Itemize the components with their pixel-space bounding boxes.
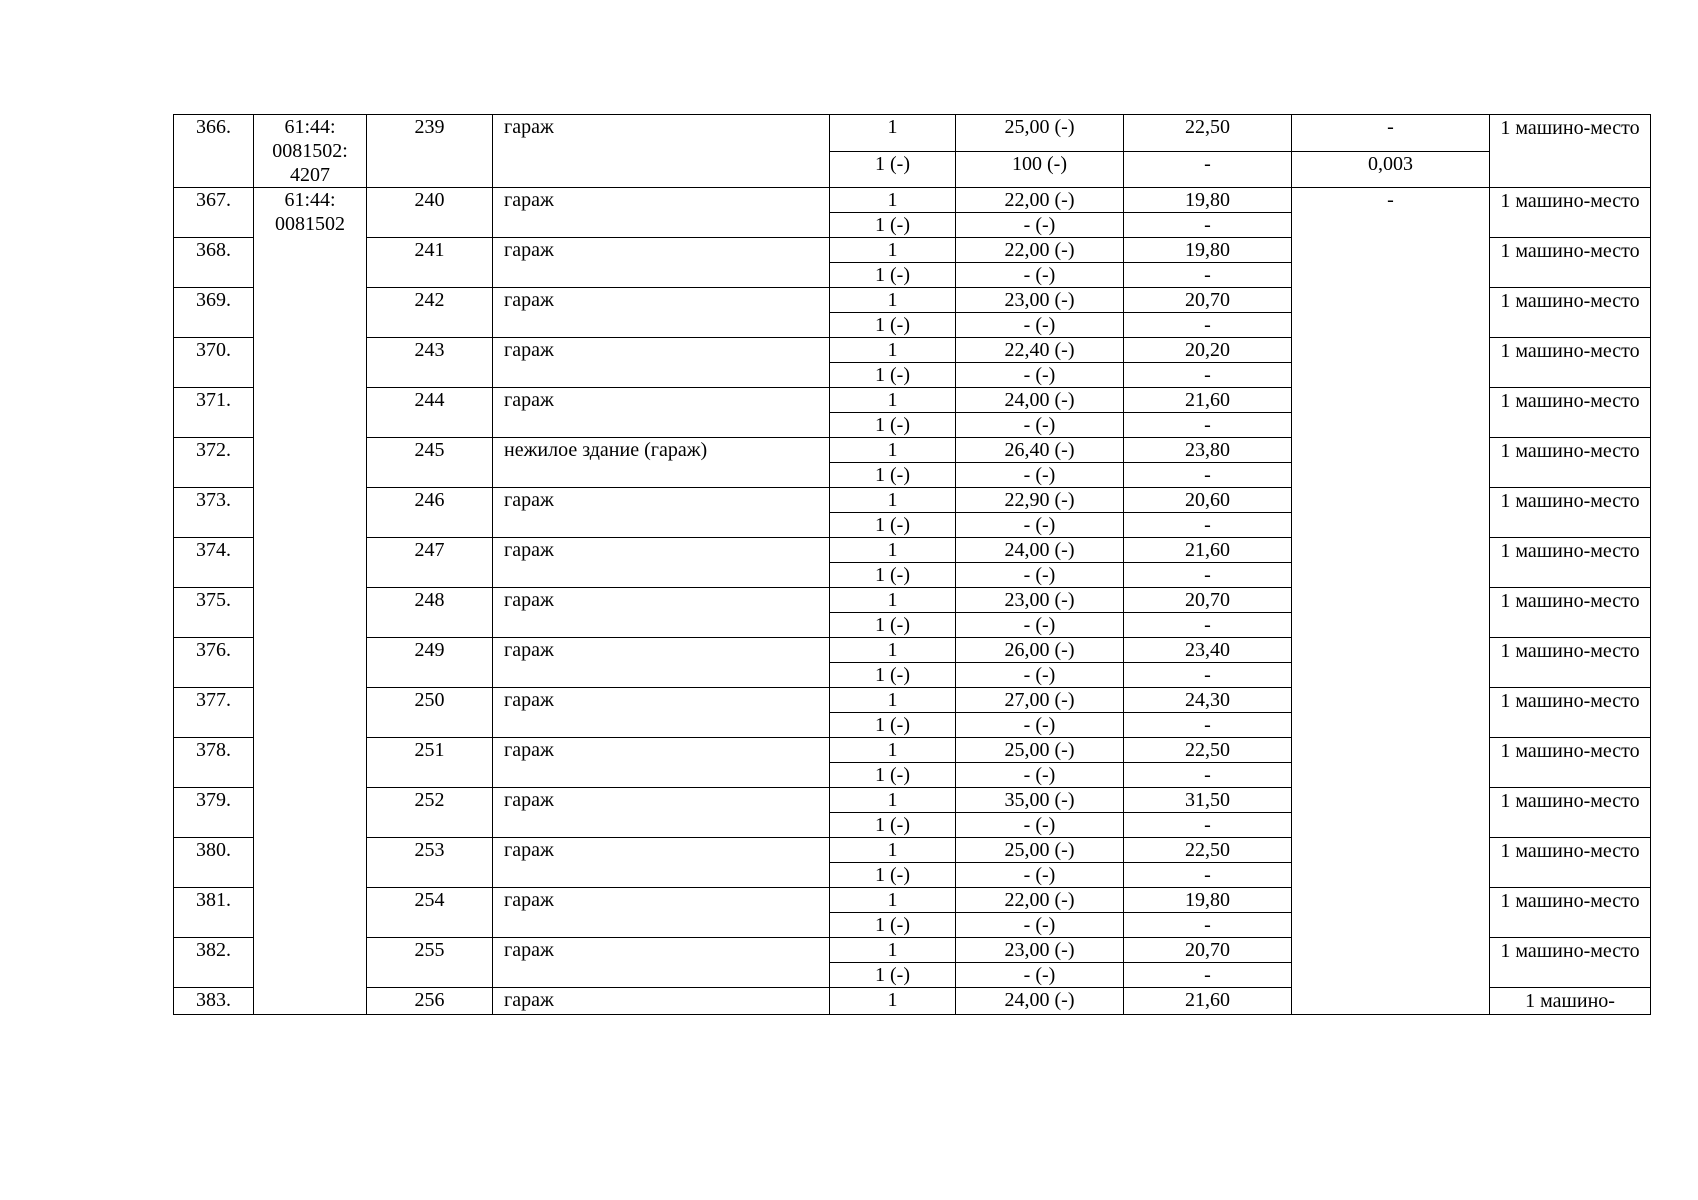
count-cell: 1 bbox=[830, 838, 956, 863]
cadastral-number: 61:44: 0081502 bbox=[254, 188, 367, 1015]
object-id: 247 bbox=[367, 538, 493, 588]
object-id: 248 bbox=[367, 588, 493, 638]
value-cell: 23,80 bbox=[1124, 438, 1292, 463]
object-id: 256 bbox=[367, 988, 493, 1015]
value-cell: 20,70 bbox=[1124, 288, 1292, 313]
count-cell: 1 bbox=[830, 638, 956, 663]
row-number: 383. bbox=[174, 988, 254, 1015]
usage-cell: 1 машино-место bbox=[1490, 538, 1651, 588]
count-cell: 1 bbox=[830, 538, 956, 563]
cadastral-number: 61:44: 0081502: 4207 bbox=[254, 115, 367, 188]
sub-count-cell: 1 (-) bbox=[830, 463, 956, 488]
sub-value-cell: - bbox=[1124, 463, 1292, 488]
sub-value-cell: - bbox=[1124, 863, 1292, 888]
count-cell: 1 bbox=[830, 888, 956, 913]
usage-cell: 1 машино-место bbox=[1490, 238, 1651, 288]
usage-cell: 1 машино-место bbox=[1490, 588, 1651, 638]
usage-cell: 1 машино-место bbox=[1490, 188, 1651, 238]
value-cell: 24,30 bbox=[1124, 688, 1292, 713]
value-cell: 20,70 bbox=[1124, 938, 1292, 963]
sub-land-cell: 0,003 bbox=[1292, 151, 1490, 188]
sub-count-cell: 1 (-) bbox=[830, 813, 956, 838]
object-id: 251 bbox=[367, 738, 493, 788]
count-cell: 1 bbox=[830, 188, 956, 213]
area-cell: 24,00 (-) bbox=[956, 538, 1124, 563]
count-cell: 1 bbox=[830, 288, 956, 313]
usage-cell: 1 машино-место bbox=[1490, 115, 1651, 188]
row-number: 368. bbox=[174, 238, 254, 288]
object-name: гараж bbox=[493, 188, 830, 238]
sub-count-cell: 1 (-) bbox=[830, 313, 956, 338]
row-number: 367. bbox=[174, 188, 254, 238]
value-cell: 22,50 bbox=[1124, 115, 1292, 152]
sub-count-cell: 1 (-) bbox=[830, 363, 956, 388]
object-id: 242 bbox=[367, 288, 493, 338]
count-cell: 1 bbox=[830, 938, 956, 963]
table-body bbox=[174, 115, 1651, 1015]
row-number: 374. bbox=[174, 538, 254, 588]
sub-area-cell: - (-) bbox=[956, 713, 1124, 738]
sub-area-cell: - (-) bbox=[956, 763, 1124, 788]
sub-value-cell: - bbox=[1124, 563, 1292, 588]
value-cell: 21,60 bbox=[1124, 388, 1292, 413]
count-cell: 1 bbox=[830, 238, 956, 263]
object-id: 253 bbox=[367, 838, 493, 888]
usage-cell: 1 машино-место bbox=[1490, 438, 1651, 488]
area-cell: 23,00 (-) bbox=[956, 288, 1124, 313]
sub-count-cell: 1 (-) bbox=[830, 263, 956, 288]
sub-value-cell: - bbox=[1124, 913, 1292, 938]
value-cell: 31,50 bbox=[1124, 788, 1292, 813]
object-name: гараж bbox=[493, 738, 830, 788]
area-cell: 25,00 (-) bbox=[956, 738, 1124, 763]
object-id: 254 bbox=[367, 888, 493, 938]
row-number: 369. bbox=[174, 288, 254, 338]
sub-count-cell: 1 (-) bbox=[830, 513, 956, 538]
sub-area-cell: - (-) bbox=[956, 663, 1124, 688]
area-cell: 23,00 (-) bbox=[956, 588, 1124, 613]
object-id: 244 bbox=[367, 388, 493, 438]
count-cell: 1 bbox=[830, 488, 956, 513]
row-number: 375. bbox=[174, 588, 254, 638]
object-name: гараж bbox=[493, 838, 830, 888]
sub-count-cell: 1 (-) bbox=[830, 713, 956, 738]
row-number: 377. bbox=[174, 688, 254, 738]
sub-value-cell: - bbox=[1124, 663, 1292, 688]
object-name: гараж bbox=[493, 288, 830, 338]
registry-table bbox=[173, 114, 1651, 1015]
row-number: 378. bbox=[174, 738, 254, 788]
count-cell: 1 bbox=[830, 388, 956, 413]
value-cell: 19,80 bbox=[1124, 238, 1292, 263]
row-number: 373. bbox=[174, 488, 254, 538]
count-cell: 1 bbox=[830, 738, 956, 763]
usage-cell: 1 машино-место bbox=[1490, 738, 1651, 788]
count-cell: 1 bbox=[830, 988, 956, 1015]
object-id: 241 bbox=[367, 238, 493, 288]
sub-count-cell: 1 (-) bbox=[830, 663, 956, 688]
count-cell: 1 bbox=[830, 688, 956, 713]
value-cell: 22,50 bbox=[1124, 738, 1292, 763]
row-number: 380. bbox=[174, 838, 254, 888]
area-cell: 25,00 (-) bbox=[956, 838, 1124, 863]
sub-count-cell: 1 (-) bbox=[830, 151, 956, 188]
value-cell: 20,70 bbox=[1124, 588, 1292, 613]
usage-cell: 1 машино-место bbox=[1490, 388, 1651, 438]
row-number: 382. bbox=[174, 938, 254, 988]
area-cell: 22,00 (-) bbox=[956, 888, 1124, 913]
row-number: 381. bbox=[174, 888, 254, 938]
value-cell: 19,80 bbox=[1124, 188, 1292, 213]
value-cell: 23,40 bbox=[1124, 638, 1292, 663]
count-cell: 1 bbox=[830, 115, 956, 152]
sub-count-cell: 1 (-) bbox=[830, 413, 956, 438]
sub-count-cell: 1 (-) bbox=[830, 863, 956, 888]
area-cell: 24,00 (-) bbox=[956, 388, 1124, 413]
sub-value-cell: - bbox=[1124, 813, 1292, 838]
count-cell: 1 bbox=[830, 338, 956, 363]
object-name: гараж bbox=[493, 538, 830, 588]
area-cell: 26,00 (-) bbox=[956, 638, 1124, 663]
sub-count-cell: 1 (-) bbox=[830, 613, 956, 638]
sub-area-cell: - (-) bbox=[956, 913, 1124, 938]
usage-cell: 1 машино-место bbox=[1490, 838, 1651, 888]
usage-cell: 1 машино- bbox=[1490, 988, 1651, 1015]
sub-area-cell: - (-) bbox=[956, 563, 1124, 588]
sub-count-cell: 1 (-) bbox=[830, 563, 956, 588]
value-cell: 19,80 bbox=[1124, 888, 1292, 913]
object-name: гараж bbox=[493, 338, 830, 388]
usage-cell: 1 машино-место bbox=[1490, 688, 1651, 738]
object-name: гараж bbox=[493, 388, 830, 438]
usage-cell: 1 машино-место bbox=[1490, 338, 1651, 388]
area-cell: 24,00 (-) bbox=[956, 988, 1124, 1015]
value-cell: 21,60 bbox=[1124, 538, 1292, 563]
object-id: 249 bbox=[367, 638, 493, 688]
object-name: гараж bbox=[493, 115, 830, 188]
object-id: 240 bbox=[367, 188, 493, 238]
sub-area-cell: - (-) bbox=[956, 463, 1124, 488]
sub-area-cell: - (-) bbox=[956, 963, 1124, 988]
land-cell: - bbox=[1292, 188, 1490, 1015]
object-name: гараж bbox=[493, 638, 830, 688]
sub-area-cell: - (-) bbox=[956, 863, 1124, 888]
row-number: 370. bbox=[174, 338, 254, 388]
sub-area-cell: - (-) bbox=[956, 813, 1124, 838]
value-cell: 22,50 bbox=[1124, 838, 1292, 863]
sub-area-cell: - (-) bbox=[956, 413, 1124, 438]
table-row bbox=[174, 188, 1651, 213]
sub-value-cell: - bbox=[1124, 613, 1292, 638]
object-id: 245 bbox=[367, 438, 493, 488]
usage-cell: 1 машино-место bbox=[1490, 888, 1651, 938]
sub-value-cell: - bbox=[1124, 963, 1292, 988]
area-cell: 26,40 (-) bbox=[956, 438, 1124, 463]
sub-value-cell: - bbox=[1124, 313, 1292, 338]
value-cell: 20,60 bbox=[1124, 488, 1292, 513]
sub-value-cell: - bbox=[1124, 713, 1292, 738]
object-name: гараж bbox=[493, 888, 830, 938]
sub-area-cell: - (-) bbox=[956, 263, 1124, 288]
usage-cell: 1 машино-место bbox=[1490, 788, 1651, 838]
sub-value-cell: - bbox=[1124, 213, 1292, 238]
sub-count-cell: 1 (-) bbox=[830, 213, 956, 238]
usage-cell: 1 машино-место bbox=[1490, 938, 1651, 988]
sub-value-cell: - bbox=[1124, 513, 1292, 538]
object-name: гараж bbox=[493, 988, 830, 1015]
area-cell: 35,00 (-) bbox=[956, 788, 1124, 813]
table-row bbox=[174, 115, 1651, 152]
usage-cell: 1 машино-место bbox=[1490, 488, 1651, 538]
row-number: 371. bbox=[174, 388, 254, 438]
value-cell: 20,20 bbox=[1124, 338, 1292, 363]
usage-cell: 1 машино-место bbox=[1490, 288, 1651, 338]
object-name: гараж bbox=[493, 238, 830, 288]
object-id: 239 bbox=[367, 115, 493, 188]
land-cell: - bbox=[1292, 115, 1490, 152]
area-cell: 22,00 (-) bbox=[956, 188, 1124, 213]
object-id: 246 bbox=[367, 488, 493, 538]
row-number: 372. bbox=[174, 438, 254, 488]
count-cell: 1 bbox=[830, 438, 956, 463]
sub-area-cell: - (-) bbox=[956, 363, 1124, 388]
sub-area-cell: 100 (-) bbox=[956, 151, 1124, 188]
object-name: гараж bbox=[493, 788, 830, 838]
sub-area-cell: - (-) bbox=[956, 213, 1124, 238]
count-cell: 1 bbox=[830, 788, 956, 813]
count-cell: 1 bbox=[830, 588, 956, 613]
object-id: 250 bbox=[367, 688, 493, 738]
sub-area-cell: - (-) bbox=[956, 313, 1124, 338]
sub-count-cell: 1 (-) bbox=[830, 763, 956, 788]
row-number: 376. bbox=[174, 638, 254, 688]
sub-value-cell: - bbox=[1124, 413, 1292, 438]
sub-value-cell: - bbox=[1124, 763, 1292, 788]
area-cell: 22,00 (-) bbox=[956, 238, 1124, 263]
row-number: 366. bbox=[174, 115, 254, 188]
area-cell: 22,40 (-) bbox=[956, 338, 1124, 363]
sub-area-cell: - (-) bbox=[956, 513, 1124, 538]
object-name: гараж bbox=[493, 688, 830, 738]
object-name: нежилое здание (гараж) bbox=[493, 438, 830, 488]
usage-cell: 1 машино-место bbox=[1490, 638, 1651, 688]
sub-count-cell: 1 (-) bbox=[830, 963, 956, 988]
object-id: 243 bbox=[367, 338, 493, 388]
object-id: 255 bbox=[367, 938, 493, 988]
sub-value-cell: - bbox=[1124, 263, 1292, 288]
area-cell: 25,00 (-) bbox=[956, 115, 1124, 152]
object-name: гараж bbox=[493, 588, 830, 638]
object-id: 252 bbox=[367, 788, 493, 838]
value-cell: 21,60 bbox=[1124, 988, 1292, 1015]
area-cell: 27,00 (-) bbox=[956, 688, 1124, 713]
sub-value-cell: - bbox=[1124, 363, 1292, 388]
sub-value-cell: - bbox=[1124, 151, 1292, 188]
area-cell: 23,00 (-) bbox=[956, 938, 1124, 963]
object-name: гараж bbox=[493, 488, 830, 538]
sub-count-cell: 1 (-) bbox=[830, 913, 956, 938]
sub-area-cell: - (-) bbox=[956, 613, 1124, 638]
area-cell: 22,90 (-) bbox=[956, 488, 1124, 513]
row-number: 379. bbox=[174, 788, 254, 838]
object-name: гараж bbox=[493, 938, 830, 988]
